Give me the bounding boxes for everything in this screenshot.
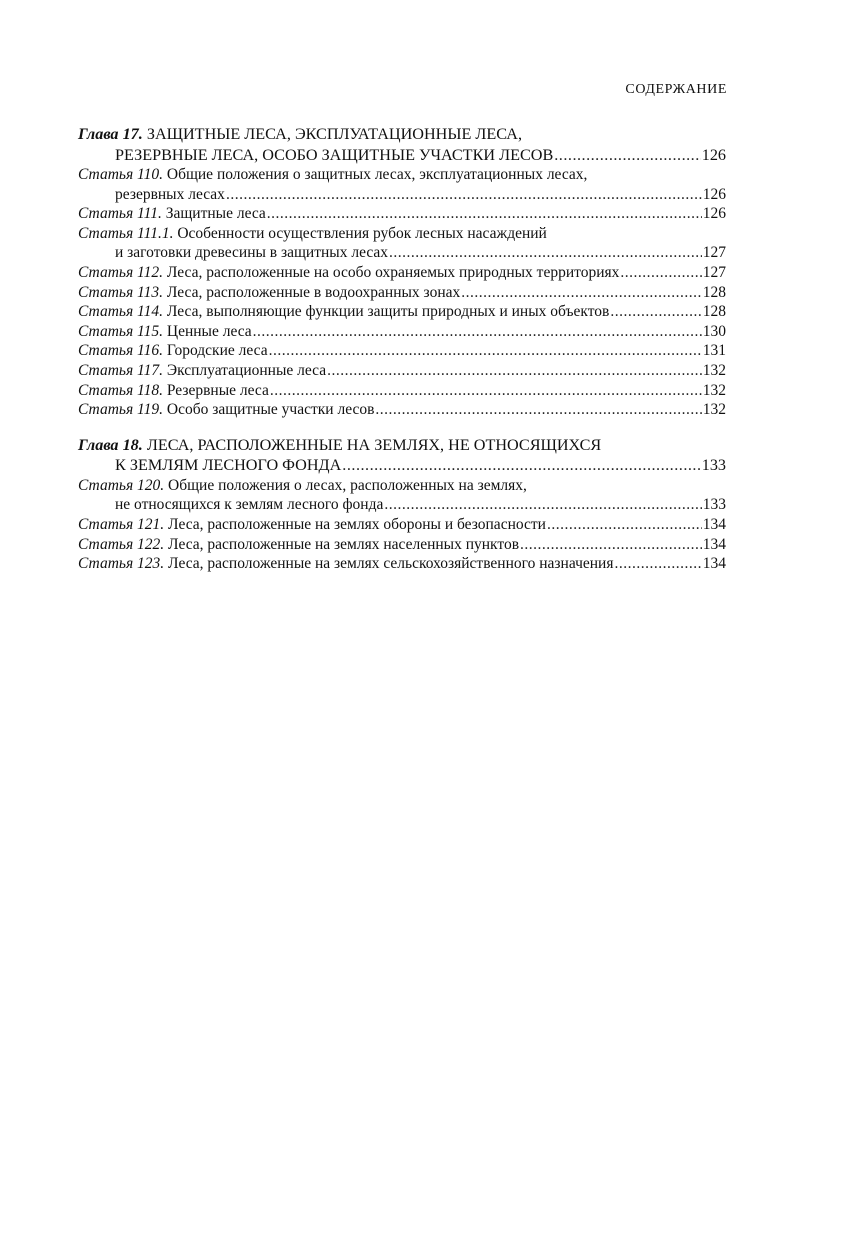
page-number: 130 [702, 322, 726, 340]
dot-leader [375, 400, 701, 420]
dot-leader [520, 535, 702, 555]
article-title: Леса, расположенные на землях населенных пунктов [168, 535, 520, 553]
article-title: Леса, расположенные на особо охраняемых природных территориях [166, 263, 620, 281]
dot-leader [547, 515, 702, 535]
article-title: Ценные леса [166, 322, 252, 340]
chapter-label: Глава 17. [78, 125, 143, 143]
dot-leader [226, 185, 702, 205]
chapter-label: Глава 18. [78, 435, 143, 454]
toc-entry[interactable] [78, 322, 726, 342]
toc-entry[interactable] [78, 263, 726, 283]
toc-entry[interactable] [78, 341, 726, 361]
article-title: Особо защитные участки лесов [166, 401, 375, 419]
page-number: 133 [702, 496, 726, 514]
page-number: 126 [702, 205, 726, 223]
chapter-section [78, 435, 726, 574]
page-number: 132 [702, 361, 726, 379]
toc-entry[interactable] [78, 165, 726, 204]
dot-leader [342, 455, 700, 476]
chapter-title-line-2: К ЗЕМЛЯМ ЛЕСНОГО ФОНДА [115, 456, 342, 475]
page-number: 131 [702, 342, 726, 360]
toc-entry[interactable] [78, 535, 726, 555]
article-title: Леса, выполняющие функции защиты природных и иных объектов [166, 303, 610, 321]
page-number: 128 [702, 283, 726, 301]
article-title-continued: не относящихся к землям лесного фонда [115, 496, 384, 514]
toc-entry[interactable] [78, 381, 726, 401]
article-title: Леса, расположенные на землях сельскохозяйственного назначения [168, 555, 614, 573]
toc-entry[interactable] [78, 476, 726, 515]
article-label: Статья 111. [78, 205, 162, 223]
article-label: Статья 116. [78, 342, 163, 360]
chapter-title-line-2: РЕЗЕРВНЫЕ ЛЕСА, ОСОБО ЗАЩИТНЫЕ УЧАСТКИ ЛЕСОВ [115, 145, 554, 164]
dot-leader [267, 204, 702, 224]
toc-entry[interactable] [78, 515, 726, 535]
dot-leader [389, 243, 702, 263]
toc-entry[interactable] [78, 283, 726, 303]
dot-leader [620, 263, 701, 283]
chapter-title-line-1: ЗАЩИТНЫЕ ЛЕСА, ЭКСПЛУАТАЦИОННЫЕ ЛЕСА, [146, 125, 522, 143]
toc-entry[interactable] [78, 400, 726, 420]
chapter-heading[interactable] [78, 435, 726, 476]
article-label: Статья 115. [78, 322, 163, 340]
page-number: 134 [702, 535, 726, 553]
dot-leader [610, 302, 701, 322]
article-label: Статья 114. [78, 303, 163, 321]
dot-leader [327, 361, 702, 381]
article-title: Резервные леса [166, 381, 269, 399]
page-number: 126 [701, 145, 726, 164]
article-label: Статья 122. [78, 535, 165, 553]
article-title: Леса, расположенные в водоохранных зонах [166, 283, 461, 301]
article-title: Эксплуатационные леса [166, 361, 327, 379]
article-title-continued: и заготовки древесины в защитных лесах [115, 244, 389, 262]
dot-leader [253, 322, 702, 342]
page-number: 134 [702, 515, 726, 533]
page-number: 127 [702, 263, 726, 281]
page-number: 132 [702, 381, 726, 399]
article-label: Статья 120. [78, 476, 165, 494]
article-label: Статья 121. [78, 515, 165, 533]
page-number: 126 [702, 185, 726, 203]
toc-entry[interactable] [78, 204, 726, 224]
article-label: Статья 117. [78, 361, 163, 379]
running-head: СОДЕРЖАНИЕ [625, 82, 727, 97]
article-title: Городские леса [166, 342, 268, 360]
article-label: Статья 110. [78, 166, 163, 183]
article-label: Статья 112. [78, 263, 163, 281]
page-number: 132 [702, 401, 726, 419]
article-label: Статья 113. [78, 283, 163, 301]
article-title: Общие положения о защитных лесах, эксплуатационных лесах, [166, 166, 588, 183]
dot-leader [269, 341, 702, 361]
page-number: 127 [702, 244, 726, 262]
dot-leader [461, 283, 701, 303]
article-title: Леса, расположенные на землях обороны и безопасности [168, 515, 546, 533]
toc-entry[interactable] [78, 302, 726, 322]
dot-leader [614, 554, 701, 574]
article-title: Общие положения о лесах, расположенных на землях, [168, 476, 527, 494]
article-title: Особенности осуществления рубок лесных насаждений [177, 224, 547, 242]
table-of-contents [78, 124, 726, 589]
article-label: Статья 111.1. [78, 224, 174, 242]
article-title-continued: резервных лесах [115, 185, 225, 203]
dot-leader [384, 495, 701, 515]
toc-entry[interactable] [78, 554, 726, 574]
page-number: 128 [702, 303, 726, 321]
article-label: Статья 118. [78, 381, 163, 399]
toc-entry[interactable] [78, 361, 726, 381]
page-number: 134 [702, 555, 726, 573]
chapter-heading[interactable] [78, 124, 726, 165]
article-label: Статья 119. [78, 401, 163, 419]
article-title: Защитные леса [165, 205, 266, 223]
chapter-section [78, 124, 726, 420]
chapter-title-line-1: ЛЕСА, РАСПОЛОЖЕННЫЕ НА ЗЕМЛЯХ, НЕ ОТНОСЯЩИХСЯ [146, 435, 602, 454]
toc-entry[interactable] [78, 224, 726, 263]
article-label: Статья 123. [78, 555, 165, 573]
page-number: 133 [701, 456, 726, 475]
dot-leader [270, 381, 702, 401]
dot-leader [554, 145, 700, 166]
